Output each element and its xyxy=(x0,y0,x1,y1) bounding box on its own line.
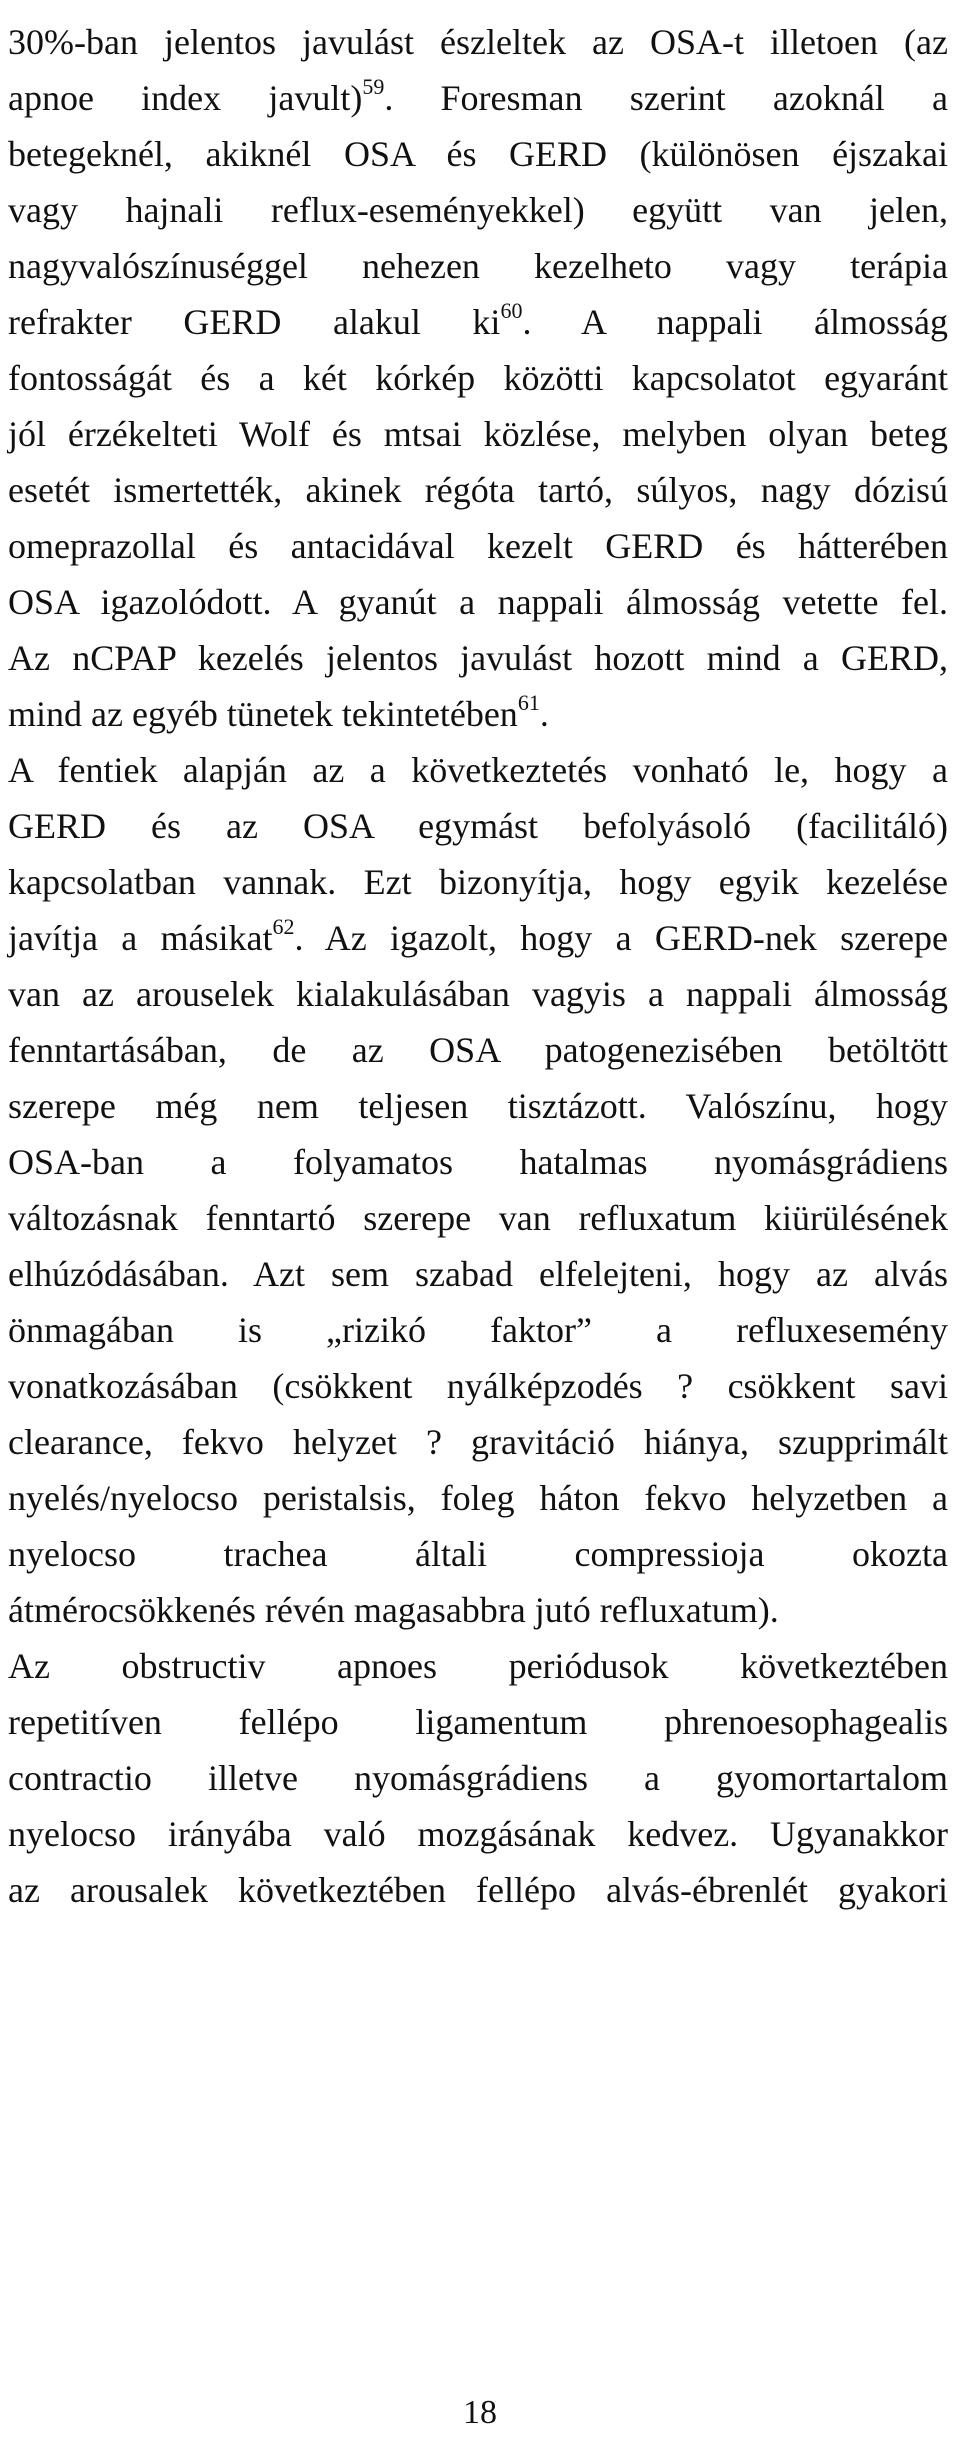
text-line: betegeknél, akiknél OSA és GERD (különösen éjszakai xyxy=(8,134,948,174)
text-line: refrakter GERD alakul $ki^{60}$. A nappali álmosság xyxy=(8,298,948,342)
text-line: vonatkozásában (csökkent nyálképzodés ? csökkent savi xyxy=(8,1366,948,1406)
text-line: önmagában is „rizikó faktor” a refluxesemény xyxy=(8,1310,948,1350)
text-line: omeprazollal és antacidával kezelt GERD és hátterében xyxy=(8,526,948,566)
text-line: szerepe még nem teljesen tisztázott. Valószínu, hogy xyxy=(8,1086,948,1126)
text-line: clearance, fekvo helyzet ? gravitáció hiánya, szupprimált xyxy=(8,1422,948,1462)
text-line: az arousalek következtében fellépo alvás-ébrenlét gyakori xyxy=(8,1870,948,1910)
text-line: Az nCPAP kezelés jelentos javulást hozott mind a GERD, xyxy=(8,638,948,678)
citation-superscript: 62 xyxy=(272,914,295,939)
text-line: fenntartásában, de az OSA patogenezisében betöltött xyxy=(8,1030,948,1070)
text-line: nyelocso trachea általi compressioja okozta xyxy=(8,1534,948,1574)
text-line: nyelocso irányába való mozgásának kedvez. Ugyanakkor xyxy=(8,1814,948,1854)
text-line: apnoe index javult)$^{59}$. Foresman szerint azoknál a xyxy=(8,74,948,118)
text-line: esetét ismertették, akinek régóta tartó, súlyos, nagy dózisú xyxy=(8,470,948,510)
text-line: fontosságát és a két kórkép közötti kapcsolatot egyaránt xyxy=(8,358,948,398)
citation-superscript: 61 xyxy=(517,690,540,715)
text-line: vagy hajnali reflux-eseményekkel) együtt van jelen, xyxy=(8,190,948,230)
text-line: elhúzódásában. Azt sem szabad elfelejteni, hogy az alvás xyxy=(8,1254,948,1294)
text-line: mind az egyéb tünetek tekintetében$^{61}$. xyxy=(8,690,549,734)
text-line: A fentiek alapján az a következtetés vonható le, hogy a xyxy=(8,750,948,790)
text-line: repetitíven fellépo ligamentum phrenoesophagealis xyxy=(8,1702,948,1742)
text-line: Az obstructiv apnoes periódusok következtében xyxy=(8,1646,948,1686)
text-line: jól érzékelteti Wolf és mtsai közlése, melyben olyan beteg xyxy=(8,414,948,454)
text-line: kapcsolatban vannak. Ezt bizonyítja, hogy egyik kezelése xyxy=(8,862,948,902)
page-number: 18 xyxy=(463,2394,497,2431)
text-line: contractio illetve nyomásgrádiens a gyomortartalom xyxy=(8,1758,948,1798)
text-line: OSA-ban a folyamatos hatalmas nyomásgrádiens xyxy=(8,1142,948,1182)
text-line: 30%-ban jelentos javulást észleltek az OSA-t illetoen (az xyxy=(8,22,948,62)
text-line: átmérocsökkenés révén magasabbra jutó refluxatum). xyxy=(8,1590,779,1630)
citation-superscript: 59 xyxy=(362,74,385,99)
citation-superscript: 60 xyxy=(500,298,523,323)
text-line: nagyvalószínuséggel nehezen kezelheto vagy terápia xyxy=(8,246,948,286)
text-line: van az arouselek kialakulásában vagyis a nappali álmosság xyxy=(8,974,948,1014)
text-line: javítja a másikat$^{62}$. Az igazolt, hogy a GERD-nek szerepe xyxy=(8,914,948,958)
text-line: nyelés/nyelocso peristalsis, foleg háton fekvo helyzetben a xyxy=(8,1478,948,1518)
text-line: változásnak fenntartó szerepe van refluxatum kiürülésének xyxy=(8,1198,948,1238)
text-line: OSA igazolódott. A gyanút a nappali álmosság vetette fel. xyxy=(8,582,948,622)
text-line: GERD és az OSA egymást befolyásoló (facilitáló) xyxy=(8,806,948,846)
